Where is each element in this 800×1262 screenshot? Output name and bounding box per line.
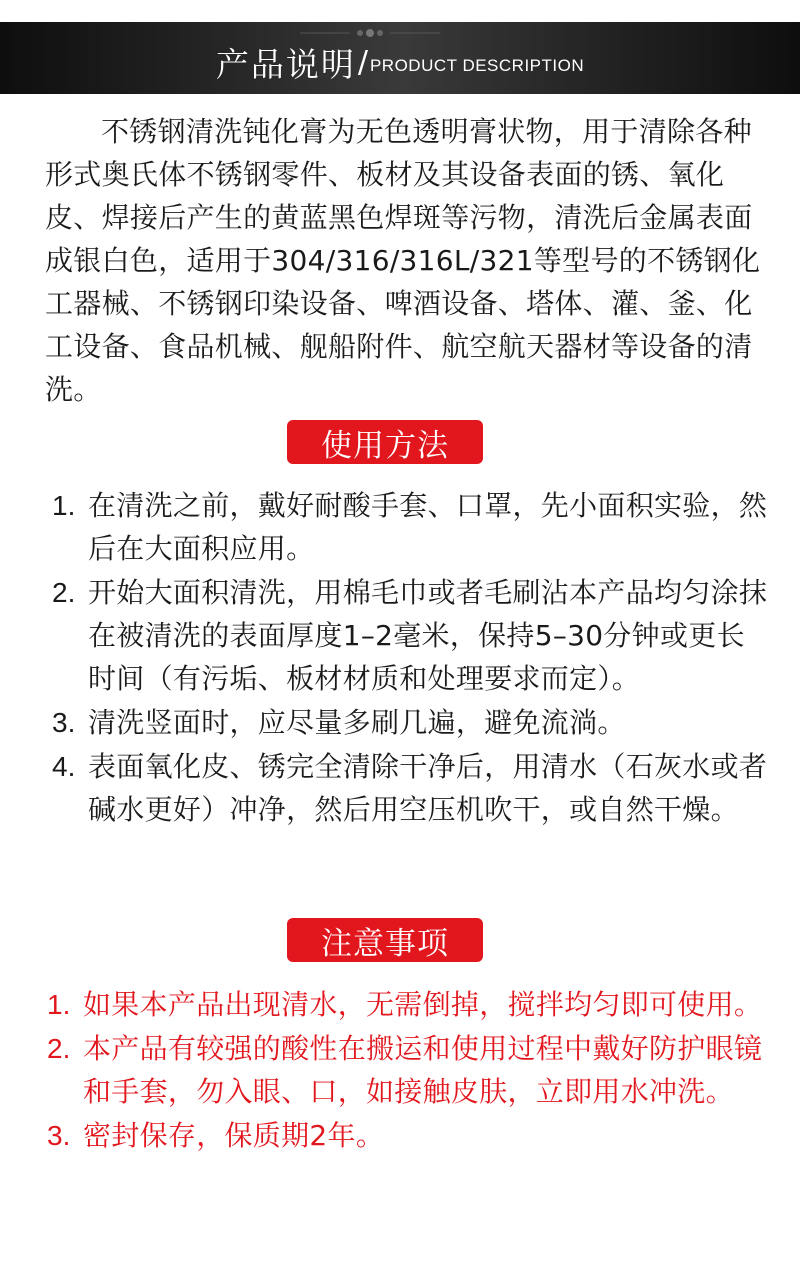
- product-description: 不锈钢清洗钝化膏为无色透明膏状物，用于清除各种形式奥氏体不锈钢零件、板材及其设备表面的锈、氧化皮、焊接后产生的黄蓝黑色焊斑等污物，清洗后金属表面成银白色，适用于304/316/316L/321等型号的不锈钢化工器械、不锈钢印染设备、啤酒设备、塔体、灌、釜、化工设备、食品机械、舰船附件、航空航天器材等设备的清洗。: [45, 115, 761, 406]
- usage-item-text: 开始大面积清洗，用棉毛巾或者毛刷沾本产品均匀涂抹在被清洗的表面厚度1–2毫米，保持5–30分钟或更长时间（有污垢、板材材质和处理要求而定）。: [88, 576, 768, 695]
- usage-item-text: 清洗竖面时，应尽量多刷几遍，避免流淌。: [88, 706, 626, 739]
- usage-item-text: 表面氧化皮、锈完全清除干净后，用清水（石灰水或者碱水更好）冲净，然后用空压机吹干，或自然干燥。: [88, 750, 768, 826]
- usage-item-number: 4.: [52, 751, 76, 782]
- notes-item: [47, 983, 782, 1026]
- usage-item-number: 2.: [52, 577, 76, 608]
- notes-item: [47, 1114, 782, 1157]
- banner-ornament-icon: [300, 26, 440, 40]
- usage-item: [52, 571, 772, 700]
- usage-heading: 使用方法: [287, 420, 483, 464]
- notes-item-text: 密封保存，保质期2年。: [83, 1119, 385, 1152]
- notes-heading: 注意事项: [287, 918, 483, 962]
- notes-item-text: 本产品有较强的酸性在搬运和使用过程中戴好防护眼镜和手套，勿入眼、口，如接触皮肤，立即用水冲洗。: [83, 1032, 763, 1108]
- usage-item-number: 3.: [52, 707, 76, 738]
- notes-item: [47, 1027, 782, 1113]
- header-banner: [0, 22, 800, 94]
- usage-item: [52, 701, 772, 744]
- usage-list: [52, 484, 772, 832]
- notes-item-number: 2.: [47, 1033, 71, 1064]
- usage-item-number: 1.: [52, 490, 76, 521]
- notes-item-number: 1.: [47, 989, 71, 1020]
- header-title: 产品说明: [215, 44, 356, 84]
- header-slash: /: [357, 44, 368, 80]
- notes-item-text: 如果本产品出现清水，无需倒掉，搅拌均匀即可使用。: [83, 988, 763, 1021]
- notes-list: [47, 983, 782, 1158]
- usage-item: [52, 484, 772, 570]
- notes-item-number: 3.: [47, 1120, 71, 1151]
- header-subtitle: PRODUCT DESCRIPTION: [369, 56, 585, 75]
- usage-item: [52, 745, 772, 831]
- usage-item-text: 在清洗之前，戴好耐酸手套、口罩，先小面积实验，然后在大面积应用。: [88, 489, 768, 565]
